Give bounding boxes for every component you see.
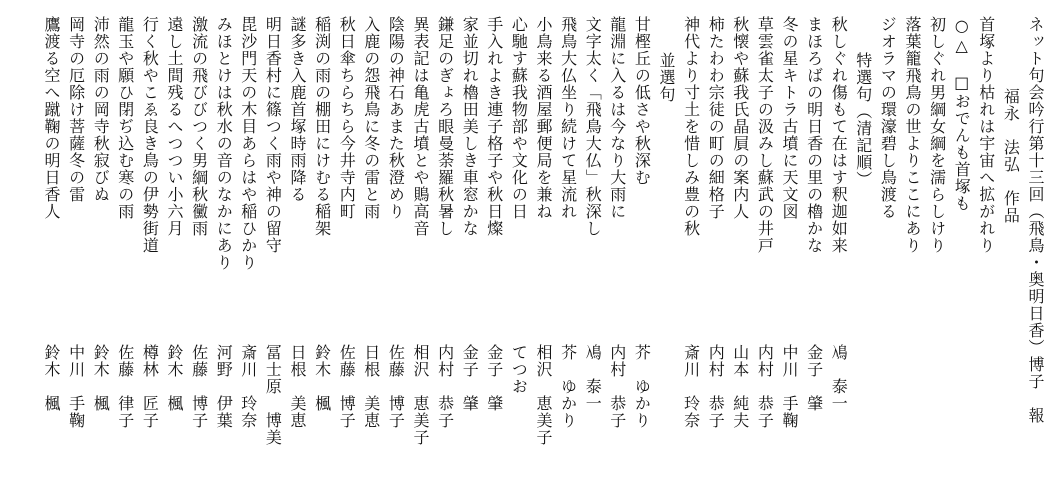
select-haiku-text: 異表記は亀虎古墳とや鵙高音	[411, 16, 430, 237]
select-haiku	[234, 16, 256, 500]
special-heading-text: 特選句（清記順）	[853, 52, 873, 188]
author-haiku	[898, 16, 920, 500]
select-haiku	[135, 16, 160, 500]
author-haiku-text: 首塚より枯れは宇宙へ拡がれり	[976, 16, 996, 254]
select-haiku	[627, 16, 652, 500]
poet-name: 佐藤 博子	[337, 344, 357, 429]
select-haiku	[381, 16, 406, 500]
select-haiku	[258, 16, 283, 500]
select-haiku-text: 秋日傘ちらちら今井寺内町	[337, 16, 357, 220]
select-haiku-text: 沛然の雨の岡寺秋寂びぬ	[91, 16, 111, 203]
special-haiku-text: 柿たわわ宗徒の町の細格子	[706, 16, 726, 220]
select-haiku	[504, 16, 529, 500]
poet-name: 芥 ゆかり	[632, 344, 652, 429]
select-haiku-text: 明日香村に篠つく雨や神の留守	[263, 16, 283, 254]
poet-name: 中川 手鞠	[66, 344, 86, 429]
select-haiku-text: 龍淵に入るは今なり大雨に	[607, 16, 627, 220]
poet-name: 鈴木 楓	[165, 344, 184, 412]
special-haiku-text: 冬の星キトラ古墳に天文図	[780, 16, 799, 220]
select-haiku	[209, 16, 234, 500]
author-haiku	[923, 16, 945, 500]
special-haiku	[701, 16, 726, 500]
poet-name: 河野 伊葉	[214, 344, 234, 429]
poet-name: 金子 肇	[460, 344, 480, 412]
select-haiku-text: みほとけは秋水の音のなかにあり	[214, 16, 234, 271]
special-haiku	[677, 16, 699, 500]
select-haiku	[431, 16, 453, 500]
select-heading-text: 並選句	[657, 52, 676, 103]
poet-name: 鈴木 楓	[312, 344, 332, 412]
poet-name: 斎川 玲奈	[681, 344, 701, 429]
poet-name: 樽林 匠子	[140, 344, 160, 429]
select-haiku	[160, 16, 182, 500]
select-haiku-text: 家並切れ櫓田美しき車窓かな	[460, 16, 480, 237]
select-haiku	[283, 16, 305, 500]
select-haiku	[578, 16, 603, 500]
select-haiku-text: 文字太く「飛鳥大仏」秋深し	[583, 16, 603, 237]
poet-name: 鳰 泰一	[583, 344, 603, 412]
select-haiku	[86, 16, 111, 500]
select-haiku	[185, 16, 207, 500]
select-haiku-text: 岡寺の厄除け菩薩冬の雷	[66, 16, 86, 203]
special-haiku	[775, 16, 797, 500]
poet-name: 相沢 恵美子	[411, 344, 430, 446]
poet-name: 鈴木 楓	[42, 344, 61, 412]
poet-name: てつお	[509, 344, 529, 395]
special-haiku-text: 秋しぐれ傷もて在はす釈迦如来	[829, 16, 849, 254]
author-haiku	[947, 16, 972, 500]
header-title-text: ネット句会吟行第十三回（飛鳥・奥明日香）博子 報	[1026, 16, 1045, 424]
select-haiku	[529, 16, 551, 500]
select-haiku-text: 手入れよき連子格子や秋日燦	[484, 16, 504, 237]
header-title	[1021, 16, 1043, 500]
select-haiku	[111, 16, 133, 500]
select-haiku-text: 鷹渡る空へ蹴鞠の明日香人	[42, 16, 61, 220]
select-haiku-text: 飛鳥大仏坐り続けて星流れ	[558, 16, 578, 220]
select-haiku	[37, 16, 59, 500]
select-haiku	[603, 16, 625, 500]
poet-name: 芥 ゆかり	[558, 344, 578, 429]
select-haiku-text: 龍玉や願ひ閉ぢ込む寒の雨	[115, 16, 135, 220]
special-haiku	[750, 16, 775, 500]
select-haiku-text: 小鳥来る酒屋郵便局を兼ね	[534, 16, 553, 220]
special-haiku	[726, 16, 748, 500]
author-line-text: 福永 法弘 作品	[1001, 88, 1021, 224]
select-haiku-text: 行く秋やこゑ良き鳥の伊勢街道	[140, 16, 160, 254]
special-haiku	[800, 16, 822, 500]
special-haiku-text: 秋懐や蘇我氏晶屓の案内人	[730, 16, 750, 220]
select-haiku-text: 稲渕の雨の棚田にけむる稲架	[312, 16, 332, 237]
author-haiku-text: ○△ □おでんも首塚も	[952, 16, 972, 212]
poet-name: 斎川 玲奈	[238, 344, 258, 429]
poet-name: 山本 純夫	[730, 344, 750, 429]
poet-name: 冨士原 博美	[263, 344, 283, 446]
author-haiku-text: ジオラマの環濠碧し鳥渡る	[878, 16, 898, 220]
select-haiku	[308, 16, 330, 500]
poet-name: 金子 肇	[804, 344, 824, 412]
poet-name: 鈴木 楓	[91, 344, 111, 412]
author-haiku	[972, 16, 994, 500]
select-haiku	[554, 16, 576, 500]
select-haiku	[406, 16, 428, 500]
select-haiku	[480, 16, 502, 500]
poet-name: 相沢 恵美子	[534, 344, 553, 446]
poet-name: 金子 肇	[484, 344, 504, 412]
select-haiku	[62, 16, 84, 500]
select-haiku-text: 心馳す蘇我物部や文化の日	[509, 16, 529, 220]
special-haiku	[824, 16, 849, 500]
select-haiku-text: 毘沙門天の木目あらはや稲ひかり	[238, 16, 258, 271]
poet-name: 内村 恭子	[755, 344, 775, 429]
poet-name: 内村 恭子	[607, 344, 627, 429]
select-haiku-text: 甘樫丘の低さや秋深む	[632, 16, 652, 186]
author-line	[996, 16, 1021, 500]
select-heading	[652, 16, 674, 500]
select-haiku-text: 激流の飛びびつく男綱秋黴雨	[189, 16, 209, 237]
author-haiku-text: 落葉籠飛鳥の世よりここにあり	[903, 16, 922, 254]
select-haiku-text: 陰陽の神石あまた秋澄めり	[386, 16, 406, 220]
author-haiku-text: 初しぐれ男綱女綱を濡らしけり	[927, 16, 947, 254]
poet-name: 日根 美恵	[288, 344, 307, 429]
author-haiku	[873, 16, 898, 500]
special-haiku-text: 草雲雀太子の汲みし蘇武の井戸	[755, 16, 775, 254]
poet-name: 佐藤 博子	[386, 344, 406, 429]
poet-name: 内村 恭子	[706, 344, 726, 429]
special-haiku-text: 神代より寸土を惜しみ豊の秋	[681, 16, 701, 237]
poet-name: 内村 恭子	[435, 344, 455, 429]
select-haiku-text: 入鹿の怨飛鳥に冬の雷と雨	[361, 16, 381, 220]
select-haiku-text: 遠し土間残るへつつい小六月	[165, 16, 184, 237]
poet-name: 佐藤 律子	[115, 344, 135, 429]
poet-name: 中川 手鞠	[780, 344, 799, 429]
special-heading	[849, 16, 871, 500]
poet-name: 佐藤 博子	[189, 344, 209, 429]
poet-name: 日根 美恵	[361, 344, 381, 429]
special-haiku-text: まほろばの明日香の里の櫓かな	[804, 16, 824, 254]
select-haiku	[357, 16, 379, 500]
select-haiku	[455, 16, 480, 500]
select-haiku	[332, 16, 357, 500]
select-haiku-text: 鎌足のぎょろ眼曼荼羅秋暑し	[435, 16, 455, 237]
select-haiku-text: 謎多き入鹿首塚時雨降る	[288, 16, 307, 203]
poet-name: 鳰 泰一	[829, 344, 849, 412]
